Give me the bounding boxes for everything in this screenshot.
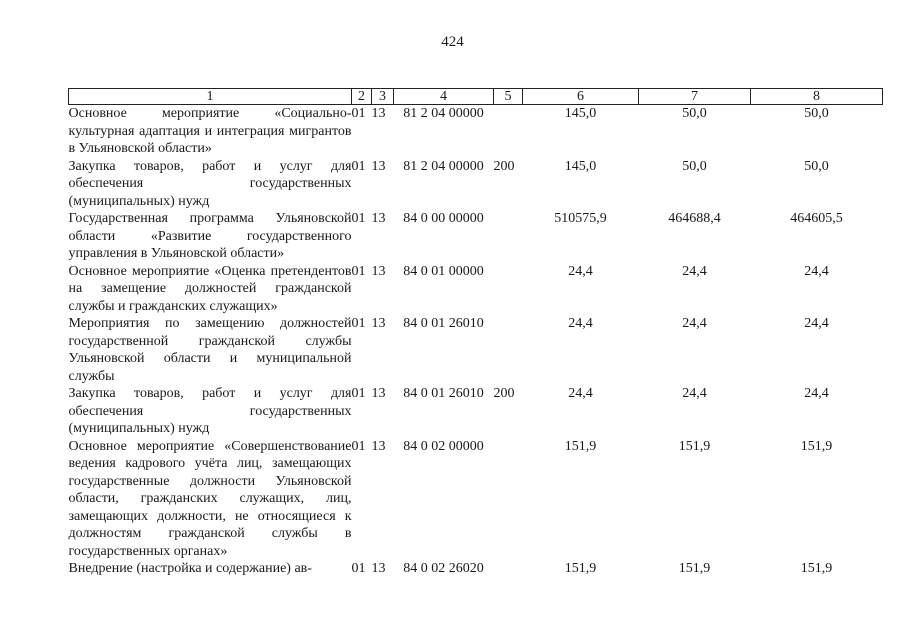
row-amount-8: 464605,5 bbox=[790, 211, 843, 226]
table-row bbox=[69, 158, 883, 211]
row-amount-7: 50,0 bbox=[682, 158, 707, 174]
table-row bbox=[69, 263, 883, 316]
row-name: Основное мероприятие «Оценка претендентов на замещение должностей гражданской службы и гражданских служащих» bbox=[68, 263, 352, 314]
row-subsection: 13 bbox=[371, 211, 386, 226]
table-row bbox=[69, 385, 883, 438]
page-number: 424 bbox=[441, 34, 464, 50]
row-section: 01 bbox=[351, 561, 366, 576]
row-target-code: 84 0 01 00000 bbox=[403, 263, 484, 279]
row-amount-6: 145,0 bbox=[564, 158, 597, 174]
header-cell-4: 4 bbox=[394, 89, 494, 105]
header-cell-1: 1 bbox=[69, 89, 352, 105]
row-name: Основное мероприятие «Социально-культурная адаптация и интеграция мигрантов в Ульяновской области» bbox=[68, 106, 352, 156]
row-amount-8: 24,4 bbox=[804, 263, 829, 279]
row-amount-7: 24,4 bbox=[682, 316, 707, 331]
header-cell-7: 7 bbox=[639, 89, 751, 105]
header-cell-8: 8 bbox=[751, 89, 883, 105]
table-row bbox=[69, 315, 883, 385]
row-subsection: 13 bbox=[371, 438, 386, 454]
row-amount-7: 464688,4 bbox=[668, 211, 721, 226]
row-section: 01 bbox=[351, 438, 366, 454]
header-cell-6: 6 bbox=[523, 89, 639, 105]
row-target-code: 81 2 04 00000 bbox=[403, 106, 484, 121]
row-subsection: 13 bbox=[371, 561, 386, 576]
row-expense-type bbox=[494, 105, 523, 158]
row-expense-type bbox=[494, 210, 523, 263]
row-amount-8: 24,4 bbox=[804, 316, 829, 331]
row-amount-7: 50,0 bbox=[682, 106, 707, 121]
row-target-code: 84 0 01 26010 bbox=[403, 316, 484, 331]
table-row bbox=[69, 438, 883, 561]
table-row bbox=[69, 560, 883, 578]
row-name: Закупка товаров, работ и услуг для обеспечения государственных (муниципальных) нужд bbox=[68, 386, 352, 436]
row-subsection: 13 bbox=[371, 263, 386, 279]
table-row bbox=[69, 105, 883, 158]
row-expense-type bbox=[494, 315, 523, 385]
row-name: Государственная программа Ульяновской области «Развитие государственного управления в Ульяновской области» bbox=[68, 211, 352, 261]
header-cell-3: 3 bbox=[372, 89, 394, 105]
row-expense-type bbox=[494, 560, 523, 578]
row-amount-6: 24,4 bbox=[568, 316, 593, 331]
row-section: 01 bbox=[351, 158, 366, 174]
row-amount-7: 151,9 bbox=[678, 438, 711, 454]
budget-table bbox=[68, 88, 883, 578]
row-subsection: 13 bbox=[371, 106, 386, 121]
row-amount-8: 24,4 bbox=[804, 386, 829, 401]
row-amount-6: 151,9 bbox=[564, 438, 597, 454]
header-row bbox=[69, 89, 883, 105]
row-amount-6: 151,9 bbox=[564, 561, 597, 576]
row-target-code: 84 0 02 00000 bbox=[403, 438, 484, 454]
row-amount-8: 151,9 bbox=[800, 438, 833, 454]
row-expense-type bbox=[494, 438, 523, 561]
row-amount-6: 24,4 bbox=[568, 263, 593, 279]
row-amount-6: 145,0 bbox=[564, 106, 597, 121]
row-amount-7: 24,4 bbox=[682, 386, 707, 401]
row-name: Основное мероприятие «Совершенствование ведения кадрового учёта лиц, замещающих государственные должности Ульяновской области, гражданских служащих, лиц, замещающих должности, не относящиеся к должностям гражданской службы в государственных органах» bbox=[68, 438, 352, 559]
row-amount-7: 151,9 bbox=[678, 561, 711, 576]
row-name: Мероприятия по замещению должностей государственной гражданской службы Ульяновской области и муниципальной службы bbox=[68, 316, 352, 384]
row-target-code: 84 0 01 26010 bbox=[403, 386, 484, 401]
row-section: 01 bbox=[351, 316, 366, 331]
table-row bbox=[69, 210, 883, 263]
row-expense-type bbox=[494, 263, 523, 316]
row-name: Внедрение (настройка и содержание) ав- bbox=[68, 561, 312, 576]
row-amount-7: 24,4 bbox=[682, 263, 707, 279]
row-amount-8: 151,9 bbox=[800, 561, 833, 576]
row-amount-8: 50,0 bbox=[804, 106, 829, 121]
header-cell-5: 5 bbox=[494, 89, 523, 105]
row-amount-8: 50,0 bbox=[804, 158, 829, 174]
header-cell-2: 2 bbox=[352, 89, 372, 105]
row-expense-type: 200 bbox=[493, 386, 515, 401]
row-section: 01 bbox=[351, 263, 366, 279]
row-subsection: 13 bbox=[371, 386, 386, 401]
row-target-code: 81 2 04 00000 bbox=[403, 158, 484, 174]
row-amount-6: 510575,9 bbox=[554, 211, 607, 226]
row-section: 01 bbox=[351, 386, 366, 401]
row-amount-6: 24,4 bbox=[568, 386, 593, 401]
row-section: 01 bbox=[351, 106, 366, 121]
row-subsection: 13 bbox=[371, 316, 386, 331]
row-subsection: 13 bbox=[371, 158, 386, 174]
row-target-code: 84 0 02 26020 bbox=[403, 561, 484, 576]
row-target-code: 84 0 00 00000 bbox=[403, 211, 484, 226]
row-section: 01 bbox=[351, 211, 366, 226]
row-name: Закупка товаров, работ и услуг для обеспечения государственных (муниципальных) нужд bbox=[68, 158, 352, 209]
row-expense-type: 200 bbox=[493, 158, 515, 174]
